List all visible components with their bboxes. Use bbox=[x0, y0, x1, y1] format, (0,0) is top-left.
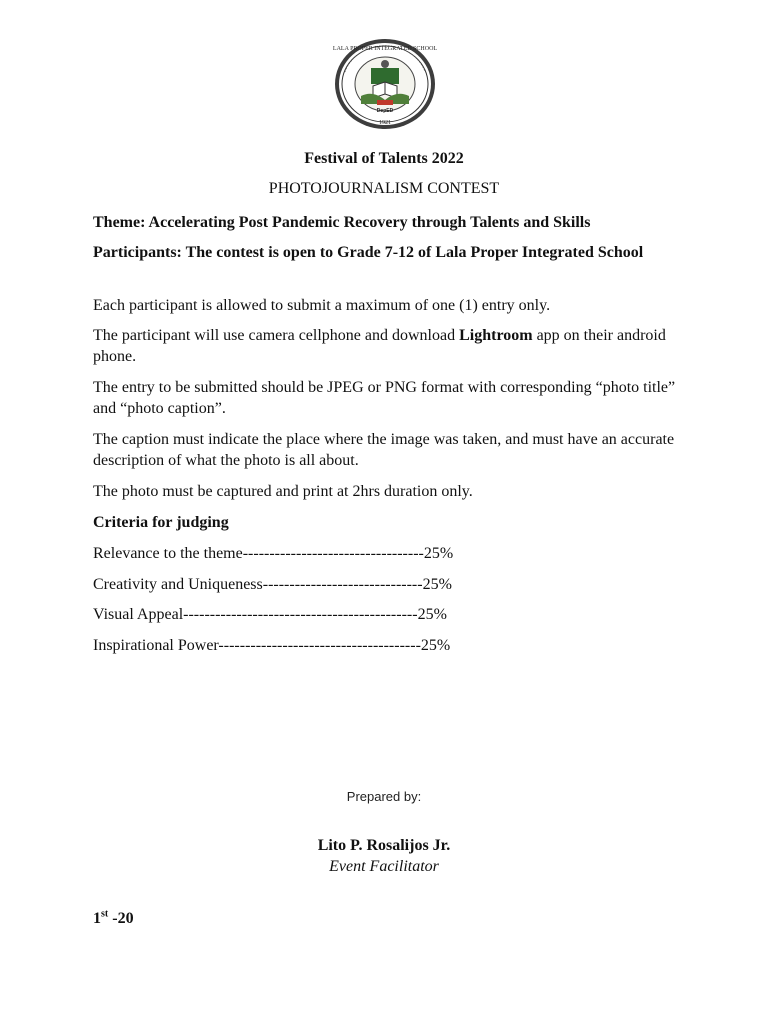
participants-line: Participants: The contest is open to Grade 7-12 of Lala Proper Integrated School bbox=[93, 244, 644, 261]
seal-year-text: 1921 bbox=[379, 120, 391, 126]
criteria-item: Creativity and Uniqueness------------------------------25% bbox=[93, 576, 452, 593]
seal-ring-text: LALA PROPER INTEGRATED SCHOOL bbox=[333, 46, 437, 52]
rule-camera-text-after: app on their android phone. bbox=[93, 327, 666, 365]
page-marker-suffix: st bbox=[101, 908, 109, 920]
school-seal-logo bbox=[333, 38, 437, 130]
lightroom-app-name: Lightroom bbox=[459, 327, 533, 344]
document-title: Festival of Talents 2022 bbox=[304, 150, 464, 167]
rule-capture-duration: The photo must be captured and print at 2hrs duration only. bbox=[93, 483, 473, 500]
theme-line: Theme: Accelerating Post Pandemic Recovery through Talents and Skills bbox=[93, 214, 591, 231]
criteria-item: Visual Appeal--------------------------------------------25% bbox=[93, 606, 447, 623]
rule-caption: The caption must indicate the place where the image was taken, and must have an accurate description of what the photo is all about. bbox=[93, 431, 675, 469]
rule-entry-limit: Each participant is allowed to submit a maximum of one (1) entry only. bbox=[93, 297, 551, 314]
signatory-title: Event Facilitator bbox=[329, 858, 439, 875]
seal-deped-text: DepED bbox=[376, 108, 394, 114]
criteria-item: Inspirational Power--------------------------------------25% bbox=[93, 637, 451, 654]
page-marker-rest: -20 bbox=[108, 910, 134, 927]
signatory-name: Lito P. Rosalijos Jr. bbox=[317, 837, 451, 854]
prepared-by-label: Prepared by: bbox=[346, 789, 422, 804]
criteria-item: Relevance to the theme----------------------------------25% bbox=[93, 545, 454, 562]
page-marker bbox=[93, 910, 134, 928]
criteria-heading: Criteria for judging bbox=[93, 514, 229, 531]
page-marker-number: 1 bbox=[93, 910, 101, 927]
rule-file-format: The entry to be submitted should be JPEG or PNG format with corresponding “photo title” and “photo caption”. bbox=[93, 379, 676, 417]
rule-camera-app bbox=[93, 325, 678, 367]
rule-camera-text-before: The participant will use camera cellphone and download bbox=[93, 327, 460, 344]
contest-title: PHOTOJOURNALISM CONTEST bbox=[268, 180, 500, 197]
